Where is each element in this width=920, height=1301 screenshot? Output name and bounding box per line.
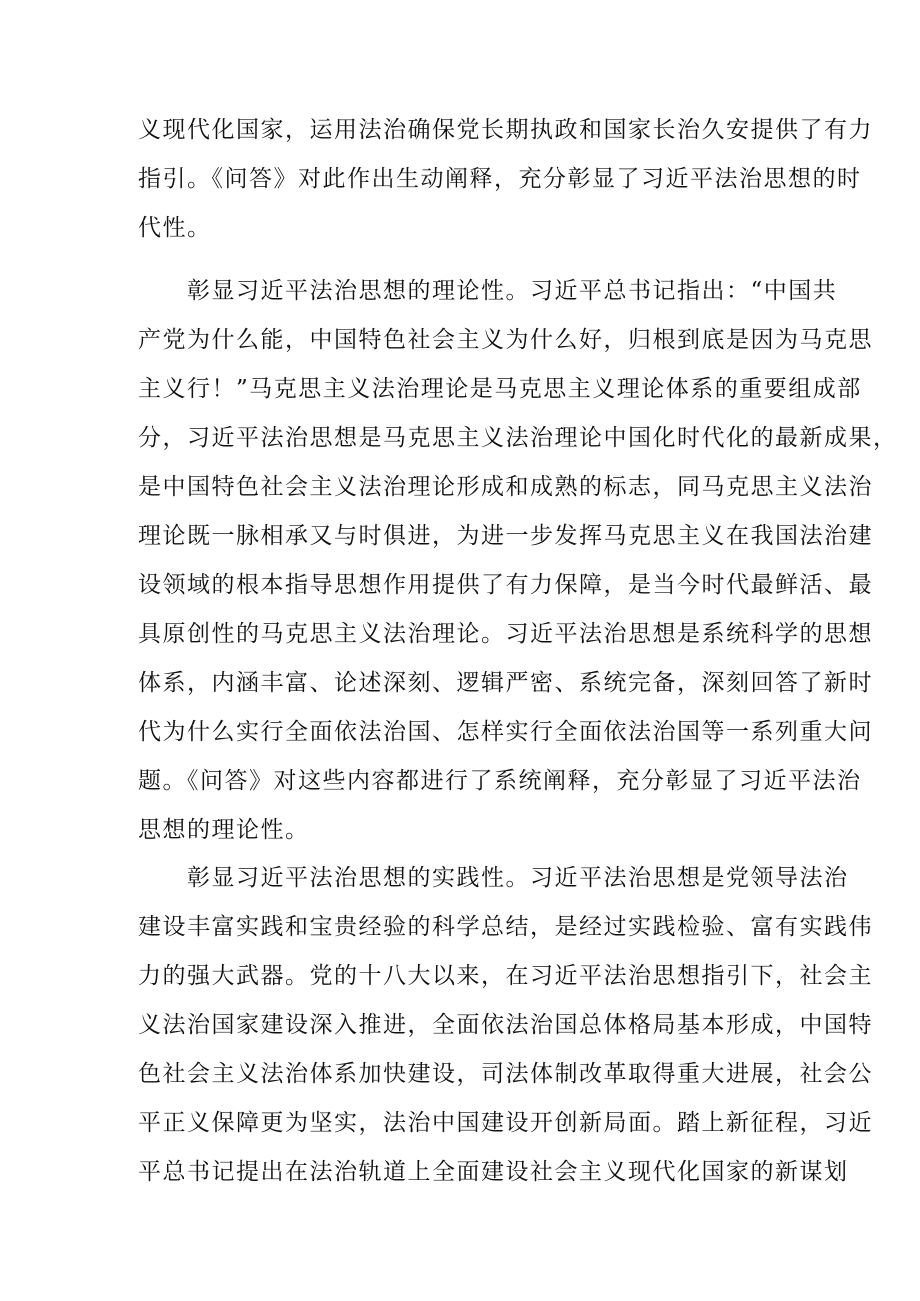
text-line: 思想的理论性。 — [138, 817, 310, 843]
text-line: 分，习近平法治思想是马克思主义法治理论中国化时代化的最新成果， — [138, 425, 898, 451]
text-line: 代性。 — [138, 215, 212, 241]
text-line: 彰显习近平法治思想的理论性。习近平总书记指出：“中国共 — [138, 278, 838, 304]
text-line: 义法治国家建设深入推进，全面依法治国总体格局基本形成，中国特 — [138, 1012, 873, 1038]
text-line: 代为什么实行全面依法治国、怎样实行全面依法治国等一系列重大问 — [138, 719, 873, 745]
text-line: 题。《问答》对这些内容都进行了系统阐释，充分彰显了习近平法治 — [138, 768, 862, 794]
paragraph-3 — [138, 854, 873, 1197]
text-line: 建设丰富实践和宝贵经验的科学总结，是经过实践检验、富有实践伟 — [138, 914, 873, 940]
text-line: 是中国特色社会主义法治理论形成和成熟的标志，同马克思主义法治 — [138, 474, 873, 500]
paragraph-1 — [138, 106, 873, 253]
text-line: 指引。《问答》对此作出生动阐释，充分彰显了习近平法治思想的时 — [138, 166, 862, 192]
text-line: 平总书记提出在法治轨道上全面建设社会主义现代化国家的新谋划 — [138, 1159, 849, 1185]
paragraph-2 — [138, 267, 898, 855]
text-line: 体系，内涵丰富、论述深刻、逻辑严密、系统完备，深刻回答了新时 — [138, 670, 873, 696]
text-line: 彰显习近平法治思想的实践性。习近平法治思想是党领导法治 — [138, 865, 849, 891]
text-line: 主义行！”马克思主义法治理论是马克思主义理论体系的重要组成部 — [138, 376, 862, 402]
text-line: 力的强大武器。党的十八大以来，在习近平法治思想指引下，社会主 — [138, 963, 873, 989]
text-line: 产党为什么能，中国特色社会主义为什么好，归根到底是因为马克思 — [138, 327, 873, 353]
text-line: 色社会主义法治体系加快建设，司法体制改革取得重大进展，社会公 — [138, 1061, 873, 1087]
text-line: 设领域的根本指导思想作用提供了有力保障，是当今时代最鲜活、最 — [138, 572, 873, 598]
text-line: 平正义保障更为坚实，法治中国建设开创新局面。踏上新征程，习近 — [138, 1110, 873, 1136]
text-line: 理论既一脉相承又与时俱进，为进一步发挥马克思主义在我国法治建 — [138, 523, 873, 549]
text-line: 义现代化国家，运用法治确保党长期执政和国家长治久安提供了有力 — [138, 117, 873, 143]
text-line: 具原创性的马克思主义法治理论。习近平法治思想是系统科学的思想 — [138, 621, 873, 647]
